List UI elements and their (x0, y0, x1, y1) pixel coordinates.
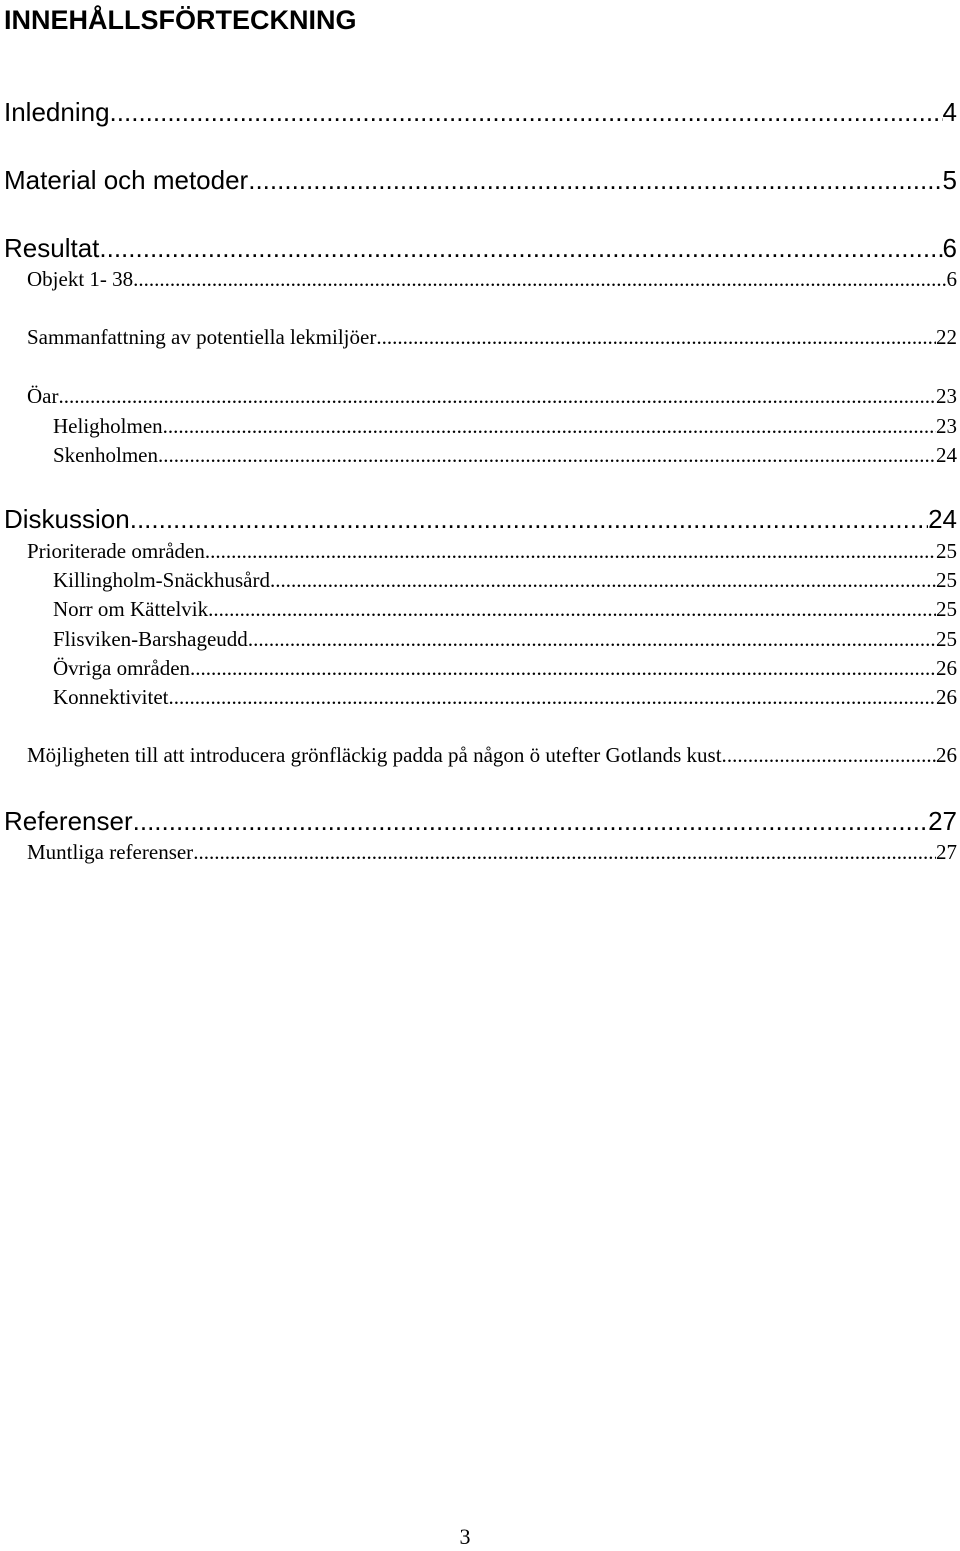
toc-entry-oar[interactable] (27, 383, 957, 409)
dot-leader (248, 626, 936, 652)
dot-leader (193, 839, 936, 865)
dot-leader (376, 324, 936, 350)
toc-entry-label: Konnektivitet (53, 685, 169, 709)
toc-entry-diskussion[interactable] (4, 503, 957, 535)
toc-entry-label: Öar (27, 384, 59, 408)
toc-entry-ovriga-omraden[interactable] (53, 655, 957, 681)
toc-entry-resultat[interactable] (4, 232, 957, 264)
toc-entry-label: Inledning (4, 97, 110, 127)
dot-leader (190, 655, 936, 681)
dot-leader (58, 383, 936, 409)
toc-entry-label: Muntliga referenser (27, 840, 194, 864)
toc-entry-page-number: 6 (946, 267, 957, 291)
toc-entry-page-number: 26 (936, 685, 957, 709)
toc-entry-inledning[interactable] (4, 96, 957, 128)
toc-entry-label: Objekt 1- 38 (27, 267, 134, 291)
toc-entry-page-number: 4 (942, 97, 957, 127)
toc-entry-material-och-metoder[interactable] (4, 164, 957, 196)
toc-entry-label: Referenser (4, 806, 133, 836)
toc-entry-page-number: 6 (942, 233, 957, 263)
toc-entry-page-number: 27 (936, 840, 957, 864)
toc-entry-page-number: 27 (928, 806, 957, 836)
dot-leader (133, 805, 928, 837)
toc-entry-page-number: 25 (936, 627, 957, 651)
toc-entry-page-number: 22 (936, 325, 957, 349)
dot-leader (158, 442, 936, 468)
dot-leader (133, 266, 946, 292)
toc-entry-label: Material och metoder (4, 165, 249, 195)
toc-entry-label: Möjligheten till att introducera grönfläckig padda på någon ö utefter Gotlands kust. (27, 743, 727, 767)
toc-entry-page-number: 25 (936, 568, 957, 592)
dot-leader (727, 742, 936, 768)
dot-leader (168, 684, 936, 710)
toc-entry-page-number: 26 (936, 743, 957, 767)
toc-entry-page-number: 24 (928, 504, 957, 534)
toc-entry-prioriterade-omraden[interactable] (27, 538, 957, 564)
dot-leader (163, 413, 936, 439)
toc-entry-page-number: 23 (936, 414, 957, 438)
toc-entry-page-number: 24 (936, 443, 957, 467)
dot-leader (130, 503, 928, 535)
toc-entry-label: Diskussion (4, 504, 130, 534)
toc-entry-page-number: 5 (942, 165, 957, 195)
toc-entry-objekt[interactable] (27, 266, 957, 292)
toc-title: INNEHÅLLSFÖRTECKNING (4, 5, 357, 35)
toc-entry-label: Flisviken-Barshageudd (53, 627, 248, 651)
dot-leader (205, 538, 936, 564)
toc-entry-muntliga-referenser[interactable] (27, 839, 957, 865)
toc-entry-label: Prioriterade områden (27, 539, 205, 563)
toc-entry-konnektivitet[interactable] (53, 684, 957, 710)
toc-entry-page-number: 25 (936, 597, 957, 621)
toc-entry-label: Övriga områden (53, 656, 191, 680)
dot-leader (270, 567, 936, 593)
toc-entry-flisviken-barshageudd[interactable] (53, 626, 957, 652)
toc-entry-label: Norr om Kättelvik (53, 597, 209, 621)
toc-entry-label: Sammanfattning av potentiella lekmiljöer (27, 325, 377, 349)
toc-entry-sammanfattning[interactable] (27, 324, 957, 350)
page-number: 3 (459, 1524, 471, 1549)
toc-entry-page-number: 23 (936, 384, 957, 408)
toc-entry-page-number: 25 (936, 539, 957, 563)
dot-leader (208, 596, 936, 622)
toc-entry-label: Heligholmen (53, 414, 163, 438)
toc-entry-page-number: 26 (936, 656, 957, 680)
toc-entry-killingholm-snackhusard[interactable] (53, 567, 957, 593)
dot-leader (248, 164, 942, 196)
toc-entry-mojligheten-gronflackig-padda[interactable] (27, 742, 957, 768)
toc-entry-referenser[interactable] (4, 805, 957, 837)
toc-entry-norr-om-kattelvik[interactable] (53, 596, 957, 622)
toc-entry-label: Resultat (4, 233, 100, 263)
toc-entry-skenholmen[interactable] (53, 442, 957, 468)
toc-entry-label: Killingholm-Snäckhusård (53, 568, 270, 592)
dot-leader (99, 232, 942, 264)
toc-entry-label: Skenholmen (53, 443, 158, 467)
dot-leader (110, 96, 943, 128)
toc-entry-heligholmen[interactable] (53, 413, 957, 439)
